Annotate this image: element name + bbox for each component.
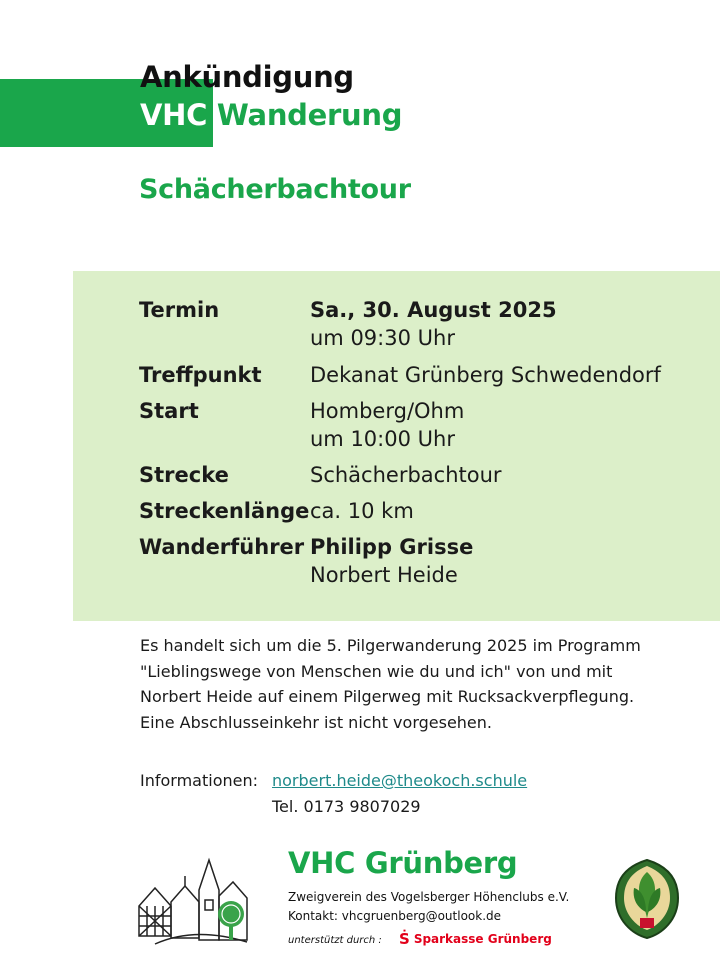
detail-label: Streckenlänge (139, 499, 310, 523)
announcement-heading: Ankündigung (140, 60, 354, 94)
tour-title: Schächerbachtour (139, 174, 411, 205)
info-label: Informationen: (140, 771, 258, 790)
detail-label: Start (139, 399, 199, 423)
sponsor-logo (399, 930, 552, 948)
town-skyline-logo-icon (135, 856, 253, 946)
sponsor-name: Sparkasse Grünberg (413, 932, 552, 946)
detail-value (310, 533, 473, 589)
sparkasse-s-icon: Ṡ (399, 930, 410, 948)
vhc-wanderung-heading (140, 98, 402, 132)
detail-value (310, 296, 557, 352)
detail-label: Strecke (139, 463, 229, 487)
detail-label: Termin (139, 298, 220, 322)
guide-2: Norbert Heide (310, 563, 458, 587)
heading-vhc: VHC (140, 98, 208, 132)
club-contact: Kontakt: vhcgruenberg@outlook.de (288, 909, 502, 923)
detail-value: Dekanat Grünberg Schwedendorf (310, 363, 661, 387)
club-name: VHC Grünberg (288, 846, 518, 880)
time-value: um 09:30 Uhr (310, 326, 455, 350)
detail-value (310, 397, 464, 453)
date-value: Sa., 30. August 2025 (310, 298, 557, 322)
detail-label: Wanderführer (139, 535, 305, 559)
detail-value: ca. 10 km (310, 499, 414, 523)
start-place: Homberg/Ohm (310, 399, 465, 423)
vhc-badge-logo-icon (612, 858, 682, 940)
supported-by-label: unterstützt durch : (288, 935, 382, 946)
info-phone: Tel. 0173 9807029 (272, 797, 421, 816)
info-email-link[interactable]: norbert.heide@theokoch.schule (272, 771, 528, 790)
start-time: um 10:00 Uhr (310, 427, 455, 451)
detail-label: Treffpunkt (139, 363, 262, 387)
guide-1: Philipp Grisse (310, 535, 474, 559)
club-subtitle: Zweigverein des Vogelsberger Höhenclubs e.V. (288, 890, 570, 904)
detail-value: Schächerbachtour (310, 463, 502, 487)
description-text: Es handelt sich um die 5. Pilgerwanderung 2025 im Programm "Lieblingswege von Menschen wie du und ich" von und mit Norbert Heide auf einem Pilgerweg mit Rucksackverpflegung. Eine Abschlusseinkehr ist nicht vorgesehen. (140, 636, 641, 732)
heading-wanderung: Wanderung (216, 98, 403, 132)
